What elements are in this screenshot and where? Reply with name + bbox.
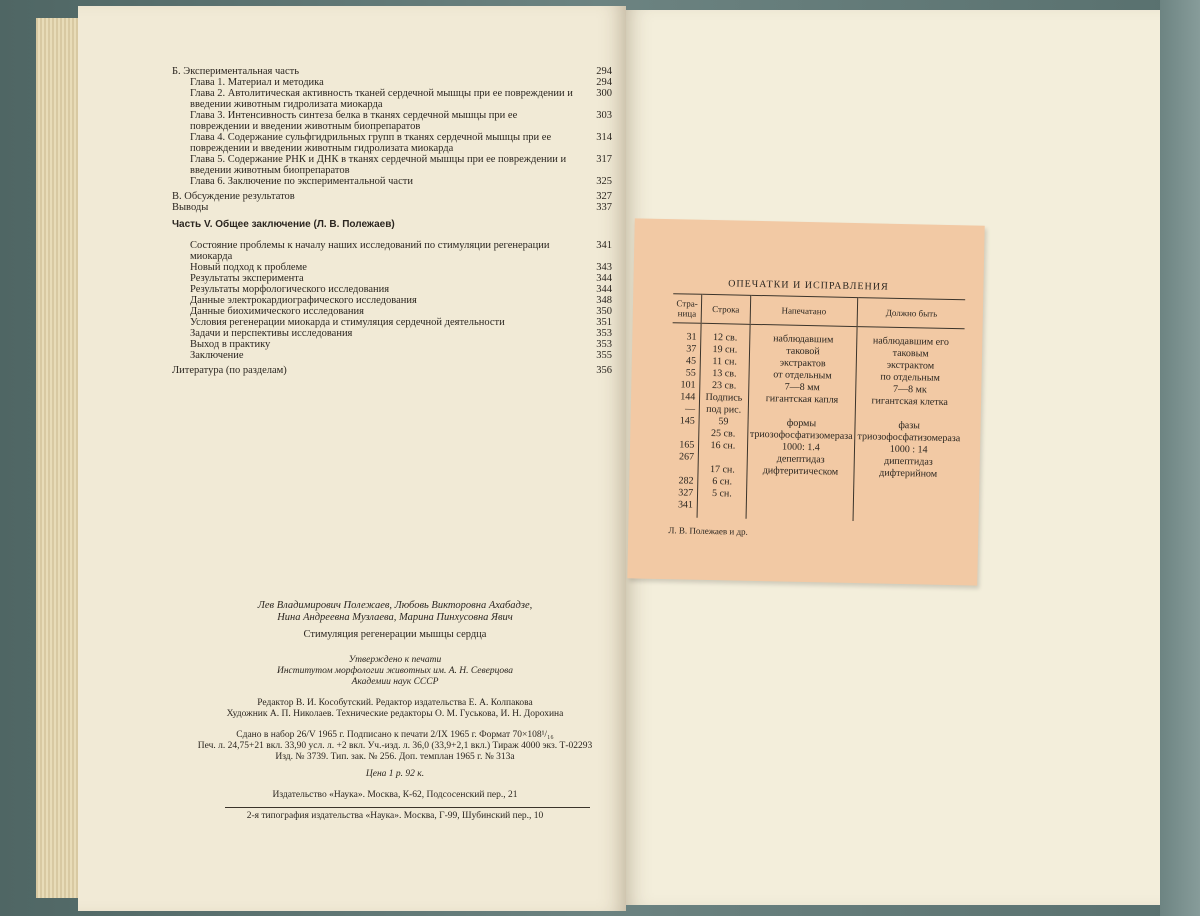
- toc-entry-title: Глава 6. Заключение по экспериментальной части: [190, 176, 413, 187]
- toc-entry-title: Глава 4. Содержание сульфгидрильных групп в тканях сердечной мышцы при ее повреждении и введении животным гидролизата миокарда: [190, 132, 552, 154]
- print-line-3: Изд. № 3739. Тип. зак. № 256. Доп. темплан 1965 г. № 313а: [275, 752, 515, 762]
- book-title: Стимуляция регенерации мышцы сердца: [303, 629, 487, 640]
- toc-entry: [172, 339, 612, 350]
- toc-entry: [172, 176, 612, 187]
- toc-entry-title: Условия регенерации миокарда и стимуляция сердечной деятельности: [190, 317, 505, 328]
- toc-entry: [172, 219, 612, 230]
- authors-line-1: Лев Владимирович Полежаев, Любовь Викторовна Ахабадзе,: [257, 600, 533, 611]
- toc-entry-title: Выход в практику: [190, 339, 271, 350]
- toc-entry: [172, 350, 612, 361]
- approved-line-1: Утверждено к печати: [348, 655, 442, 665]
- errata-table: [669, 293, 966, 523]
- errata-correct: наблюдавшим его таковым экстрактом по отдельным 7—8 мк гигантская клетка фазы триозофосфатизомераза 1000 : 14 дипептидаз дифтерийном: [853, 327, 964, 524]
- toc-entry-page: 337: [596, 202, 612, 213]
- toc-entry-page: 300: [596, 88, 612, 99]
- publisher: Издательство «Наука». Москва, К-62, Подсосенский пер., 21: [272, 790, 518, 800]
- toc-entry: [172, 262, 612, 273]
- divider: [225, 807, 590, 808]
- errata-col-line: Строка: [701, 294, 750, 324]
- price: Цена 1 р. 92 к.: [365, 769, 425, 779]
- toc-entry: [172, 110, 612, 132]
- errata-authors: Л. В. Полежаев и др.: [668, 525, 748, 537]
- toc-entry: [172, 77, 612, 88]
- toc-entry-page: 294: [596, 66, 612, 77]
- imprint: [170, 600, 620, 822]
- toc-entry-page: 344: [596, 284, 612, 295]
- table-of-contents: [172, 66, 612, 376]
- toc-entry-page: 343: [596, 262, 612, 273]
- toc-entry-page: 314: [596, 132, 612, 143]
- toc-entry-title: Выводы: [172, 202, 209, 213]
- toc-entry-title: Глава 3. Интенсивность синтеза белка в тканях сердечной мышцы при ее повреждении и введении животным биопрепаратов: [190, 110, 518, 132]
- toc-entry-title: Задачи и перспективы исследования: [190, 328, 353, 339]
- cover-right-edge: [1160, 0, 1200, 916]
- toc-entry-title: Данные биохимического исследования: [190, 306, 364, 317]
- toc-entry-page: 353: [596, 339, 612, 350]
- toc-entry-title: Часть V. Общее заключение (Л. В. Полежаев): [172, 219, 395, 230]
- toc-entry-title: Состояние проблемы к началу наших исследований по стимуляции регенерации миокарда: [190, 240, 550, 262]
- toc-entry-page: 341: [596, 240, 612, 251]
- errata-pages: 31 37 45 55 101 144—145 165 267 282 327 341: [677, 331, 697, 511]
- approved-line-2: Институтом морфологии животных им. А. Н. Северцова: [276, 666, 513, 676]
- toc-entry: [172, 240, 612, 262]
- editors-line-2: Художник А. П. Николаев. Технические редакторы О. М. Гуськова, И. Н. Дорохина: [226, 709, 564, 719]
- toc-entry: [172, 154, 612, 176]
- toc-entry-page: [584, 219, 612, 230]
- toc-entry-page: 350: [596, 306, 612, 317]
- toc-entry: [172, 88, 612, 110]
- toc-entry: [172, 191, 612, 202]
- toc-entry: [172, 317, 612, 328]
- toc-entry-page: 348: [596, 295, 612, 306]
- toc-entry-page: 353: [596, 328, 612, 339]
- errata-heading: ОПЕЧАТКИ И ИСПРАВЛЕНИЯ: [728, 278, 889, 293]
- errata-slip: [627, 218, 984, 585]
- toc-entry-title: Литература (по разделам): [172, 365, 287, 376]
- printer: 2-я типография издательства «Наука». Москва, Г-99, Шубинский пер., 10: [246, 811, 544, 821]
- toc-entry-title: Глава 2. Автолитическая активность тканей сердечной мышцы при ее повреждении и введении животным гидролизата миокарда: [190, 88, 573, 110]
- toc-entry-page: 344: [596, 273, 612, 284]
- toc-entry-title: Глава 1. Материал и методика: [190, 77, 324, 88]
- toc-entry: [172, 295, 612, 306]
- toc-entry: [172, 328, 612, 339]
- authors-line-2: Нина Андреевна Музлаева, Марина Пинхусовна Явич: [277, 612, 513, 623]
- toc-entry-title: Новый подход к проблеме: [190, 262, 307, 273]
- toc-entry: [172, 132, 612, 154]
- toc-entry-page: 294: [596, 77, 612, 88]
- toc-entry-title: Результаты морфологического исследования: [190, 284, 390, 295]
- toc-entry: [172, 306, 612, 317]
- print-line-2: Печ. л. 24,75+21 вкл. 33,90 усл. л. +2 вкл. Уч.-изд. л. 36,0 (33,9+2,1 вкл.) Тираж 4000 экз. Т-02293: [197, 741, 593, 751]
- errata-col-printed: Напечатано: [750, 295, 858, 326]
- toc-entry: [172, 273, 612, 284]
- toc-entry-title: Заключение: [190, 350, 244, 361]
- editors-line-1: Редактор В. И. Кособутский. Редактор издательства Е. А. Колпакова: [257, 698, 533, 708]
- errata-printed: наблюдавшим таковой экстрактов от отдельным 7—8 мм гигантская капля формы триозофосфатизомераза 1000: 1.4 депептидаз дифтеритическом: [746, 324, 858, 521]
- toc-entry-page: 303: [596, 110, 612, 121]
- toc-entry: [172, 66, 612, 77]
- toc-entry-page: 355: [596, 350, 612, 361]
- approved-line-3: Академии наук СССР: [351, 677, 439, 687]
- toc-entry-title: Результаты эксперимента: [190, 273, 304, 284]
- errata-col-page: Стра-ница: [673, 294, 702, 324]
- print-line-1: Сдано в набор 26/V 1965 г. Подписано к печати 2/IX 1965 г. Формат 70×108¹/₁₆: [236, 730, 554, 740]
- toc-entry-page: 327: [596, 191, 612, 202]
- toc-entry: [172, 202, 612, 213]
- toc-entry-title: Данные электрокардиографического исследования: [190, 295, 417, 306]
- toc-entry-page: 325: [596, 176, 612, 187]
- toc-entry: [172, 365, 612, 376]
- toc-entry-title: В. Обсуждение результатов: [172, 191, 295, 202]
- toc-entry: [172, 284, 612, 295]
- toc-entry-page: 356: [596, 365, 612, 376]
- toc-entry-page: 317: [596, 154, 612, 165]
- page-edges: [36, 18, 80, 898]
- errata-col-correct: Должно быть: [857, 298, 965, 329]
- toc-entry-title: Б. Экспериментальная часть: [172, 66, 299, 77]
- errata-lines: 12 св. 19 сн. 11 сн. 13 св. 23 св. Подпись под рис. 59 25 св. 16 сн. 17 сн. 6 сн. 5 сн.: [697, 323, 749, 518]
- toc-entry-page: 351: [596, 317, 612, 328]
- toc-entry-title: Глава 5. Содержание РНК и ДНК в тканях сердечной мышцы при ее повреждении и введении животным биопрепаратов: [190, 154, 567, 176]
